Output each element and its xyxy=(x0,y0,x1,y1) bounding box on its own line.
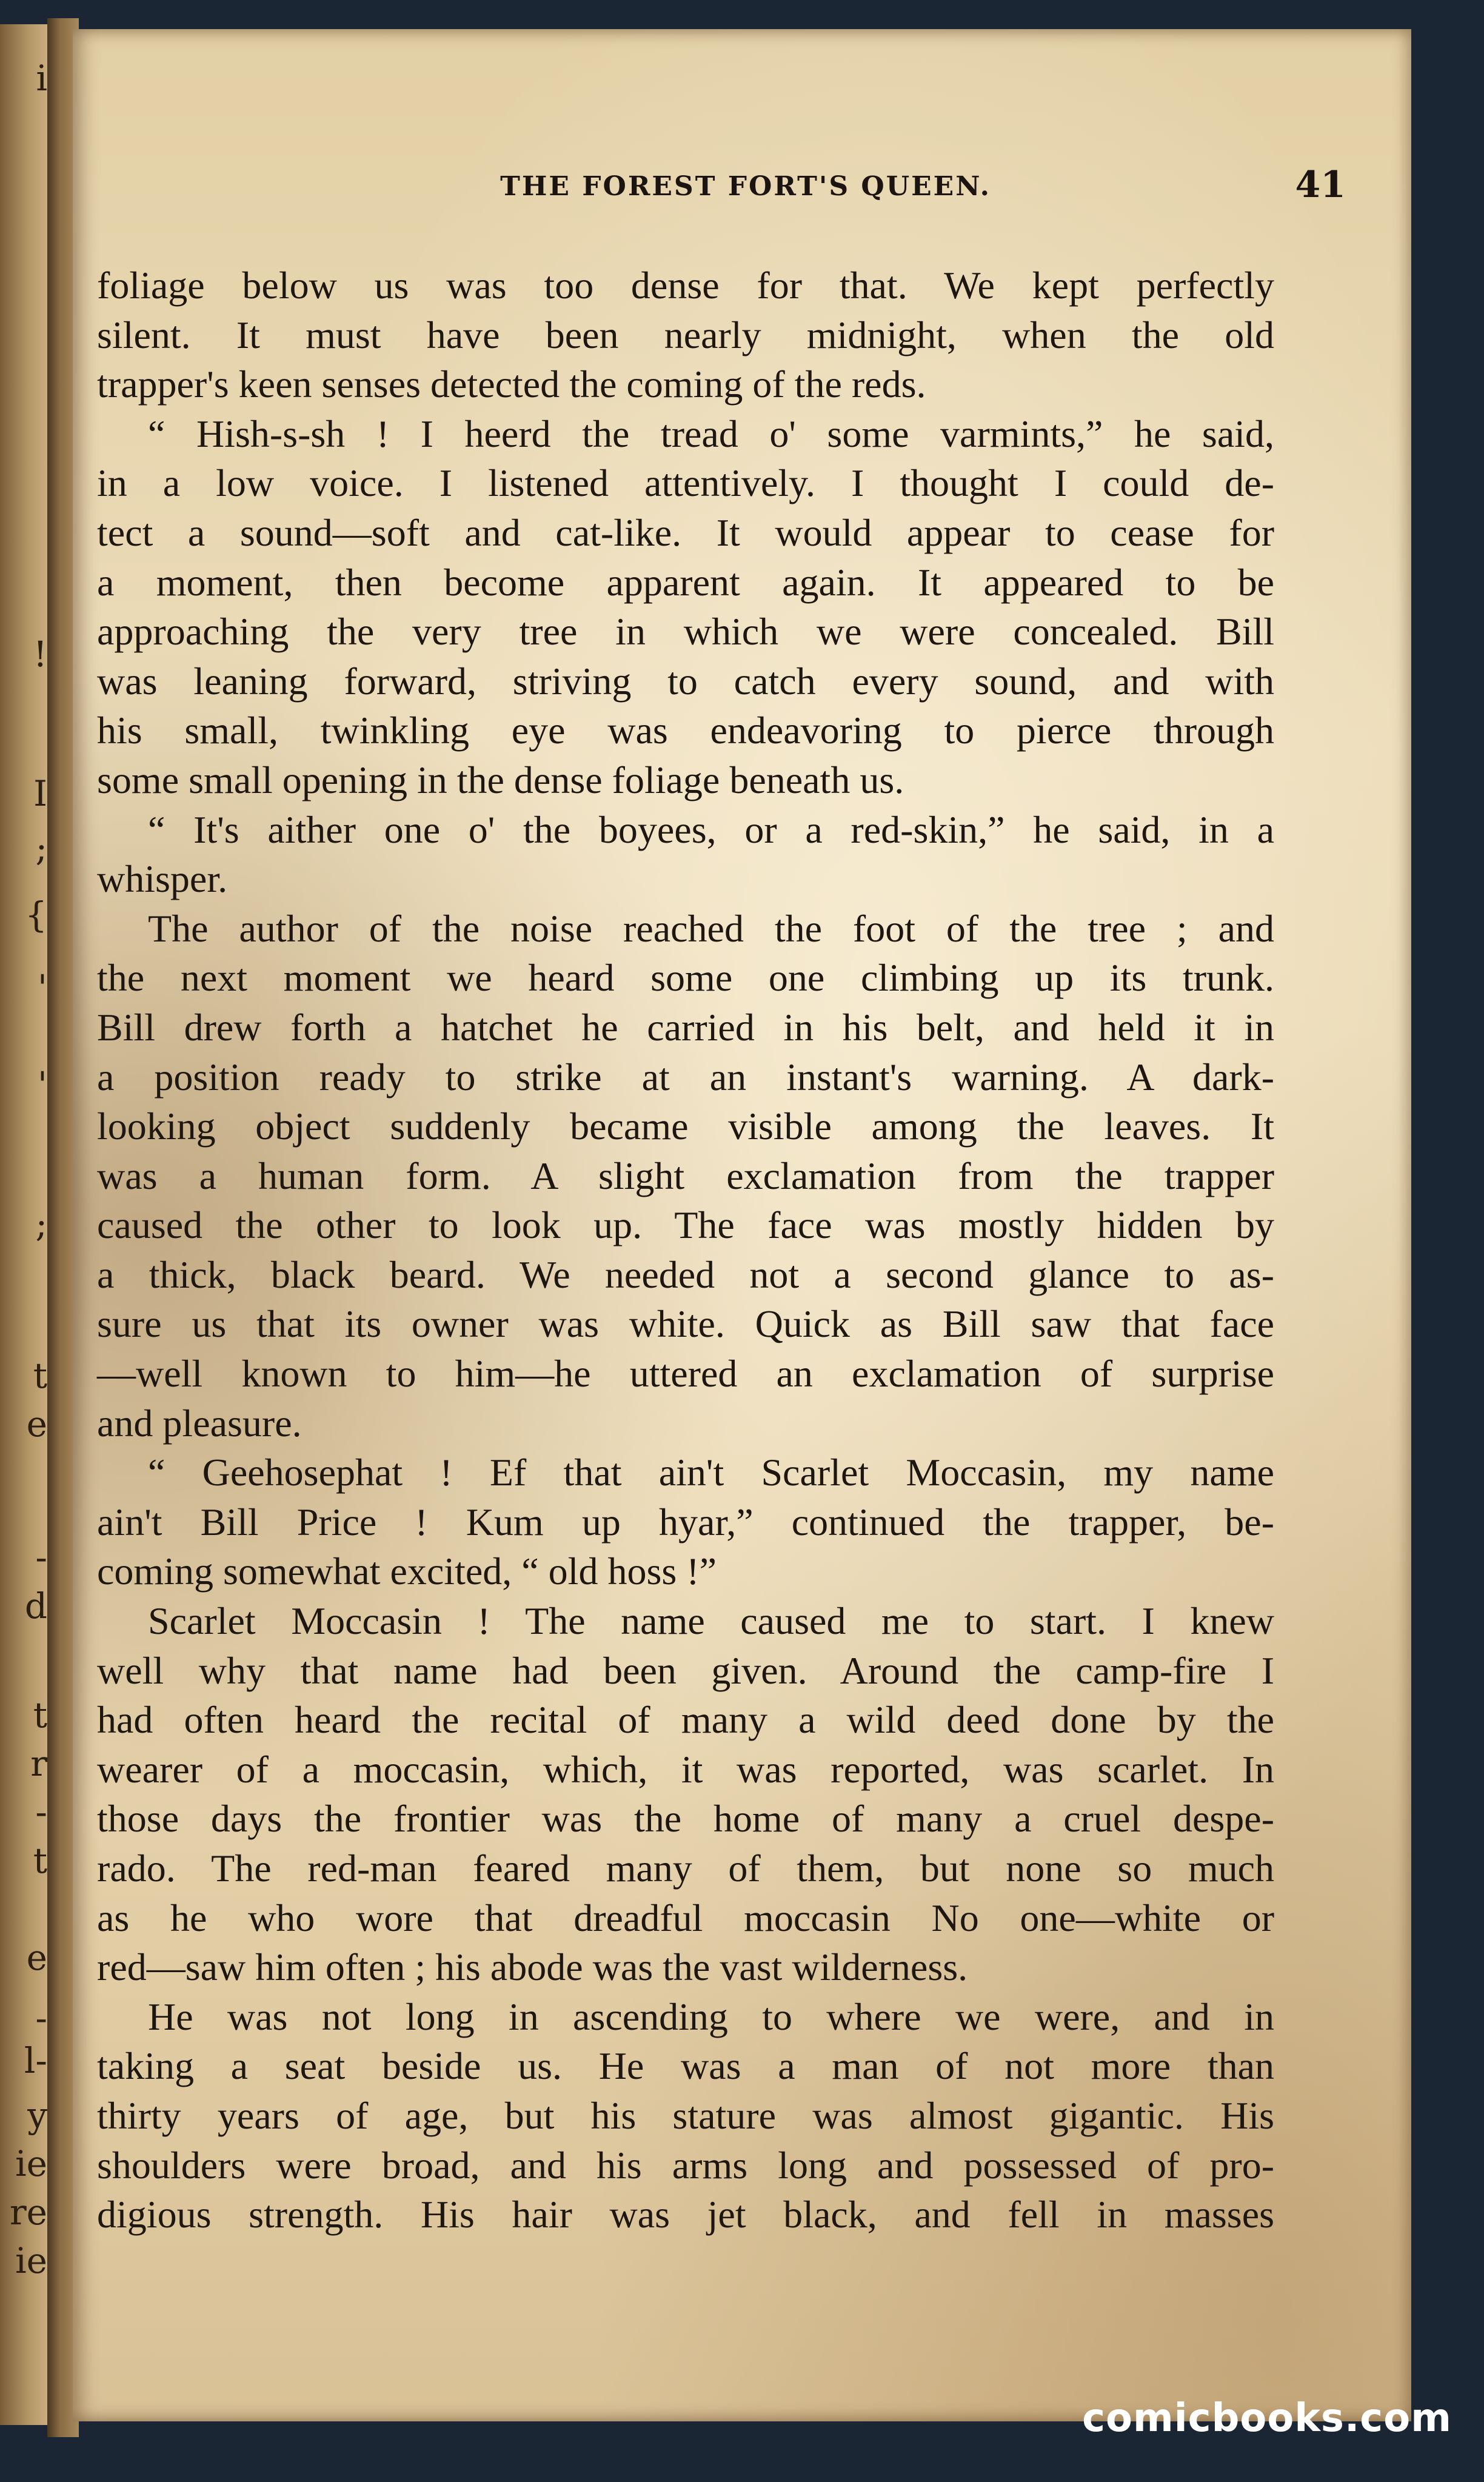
facing-page-fragment: y xyxy=(27,2095,47,2136)
text-line: foliage below us was too dense for that. We kept perfectly xyxy=(97,264,1274,307)
page-number: 41 xyxy=(1295,164,1346,206)
text-line: his small, twinkling eye was endeavoring to pierce through xyxy=(97,709,1274,752)
facing-page-fragment: ' xyxy=(38,1064,47,1105)
text-line: and pleasure. xyxy=(97,1401,302,1445)
text-line: in a low voice. I listened attentively. I thought I could de- xyxy=(97,461,1274,505)
facing-page-fragment: re xyxy=(9,2192,47,2233)
facing-page-fragment: t xyxy=(33,1355,47,1396)
text-line: a moment, then become apparent again. It appeared to be xyxy=(97,560,1274,604)
facing-page-fragment: ! xyxy=(33,634,47,675)
text-line: tect a sound—soft and cat-like. It would appear to cease for xyxy=(97,510,1274,554)
text-line: digious strength. His hair was jet black, and fell in masses xyxy=(97,2193,1274,2236)
facing-page-fragment: d xyxy=(24,1585,47,1627)
text-line: The author of the noise reached the foot of the tree ; and xyxy=(148,906,1274,950)
text-line: taking a seat beside us. He was a man of not more than xyxy=(97,2044,1274,2088)
text-line: the next moment we heard some one climbing up its trunk. xyxy=(97,956,1274,1000)
facing-page-fragment: { xyxy=(25,894,47,935)
text-line: approaching the very tree in which we were concealed. Bill xyxy=(97,610,1274,654)
facing-page-fragment: t xyxy=(33,1694,47,1736)
facing-page-fragment: ie xyxy=(15,2143,47,2184)
text-line: shoulders were broad, and his arms long and possessed of pro- xyxy=(97,2143,1274,2187)
text-line: thirty years of age, but his stature was almost gigantic. His xyxy=(97,2093,1274,2137)
facing-page-fragment: e xyxy=(26,1403,47,1445)
running-title: THE FOREST FORT'S QUEEN. xyxy=(500,171,991,202)
text-line: “ Hish-s-sh ! I heerd the tread o' some varmints,” he said, xyxy=(148,412,1274,455)
watermark-text: comicbooks.com xyxy=(1082,2396,1452,2441)
body-text xyxy=(97,261,1274,2239)
text-line: trapper's keen senses detected the coming of the reds. xyxy=(97,363,926,406)
text-line: sure us that its owner was white. Quick as Bill saw that face xyxy=(97,1302,1274,1346)
text-line: those days the frontier was the home of many a cruel despe- xyxy=(97,1797,1274,1841)
facing-page-fragment: - xyxy=(35,1998,47,2039)
text-line: caused the other to look up. The face was mostly hidden by xyxy=(97,1203,1274,1247)
text-line: “ Geehosephat ! Ef that ain't Scarlet Moccasin, my name xyxy=(148,1451,1274,1494)
facing-page-fragment: - xyxy=(35,1537,47,1578)
text-line: “ It's aither one o' the boyees, or a red-skin,” he said, in a xyxy=(148,808,1274,851)
text-line: a thick, black beard. We needed not a second glance to as- xyxy=(97,1253,1274,1296)
text-line: well why that name had been given. Around the camp-fire I xyxy=(97,1648,1274,1692)
facing-page-fragment: ie xyxy=(15,2240,47,2281)
facing-page-fragment: i xyxy=(36,58,47,99)
text-line: some small opening in the dense foliage beneath us. xyxy=(97,758,904,801)
facing-page-fragment: t xyxy=(33,1840,47,1881)
facing-page-fragment: - xyxy=(35,1791,47,1833)
text-line: had often heard the recital of many a wild deed done by the xyxy=(97,1698,1274,1742)
text-line: —well known to him—he uttered an exclamation of surprise xyxy=(97,1352,1274,1396)
text-line: whisper. xyxy=(97,857,228,901)
facing-page-fragment: e xyxy=(26,1937,47,1978)
text-line: Bill drew forth a hatchet he carried in his belt, and held it in xyxy=(97,1005,1274,1049)
text-line: looking object suddenly became visible among the leaves. It xyxy=(97,1105,1274,1148)
text-line: a position ready to strike at an instant's warning. A dark- xyxy=(97,1055,1274,1099)
text-line: coming somewhat excited, “ old hoss !” xyxy=(97,1550,717,1593)
text-line: as he who wore that dreadful moccasin No one—white or xyxy=(97,1896,1274,1939)
text-line: was a human form. A slight exclamation from the trapper xyxy=(97,1154,1274,1197)
text-line: wearer of a moccasin, which, it was reported, was scarlet. In xyxy=(97,1747,1274,1791)
text-line: Scarlet Moccasin ! The name caused me to start. I knew xyxy=(148,1599,1274,1643)
text-line: was leaning forward, striving to catch every sound, and with xyxy=(97,659,1274,703)
text-line: ain't Bill Price ! Kum up hyar,” continued the trapper, be- xyxy=(97,1500,1274,1544)
text-line: red—saw him often ; his abode was the vast wilderness. xyxy=(97,1945,968,1989)
text-line: rado. The red-man feared many of them, but none so much xyxy=(97,1847,1274,1890)
text-line: He was not long in ascending to where we were, and in xyxy=(148,1995,1274,2038)
facing-page-fragment: ; xyxy=(35,828,47,869)
facing-page-edge xyxy=(0,24,47,2425)
text-line: silent. It must have been nearly midnight, when the old xyxy=(97,313,1274,356)
facing-page-fragment: r xyxy=(30,1743,47,1784)
facing-page-fragment: l- xyxy=(24,2040,47,2081)
running-header xyxy=(73,164,1411,212)
facing-page-fragment: ; xyxy=(35,1203,47,1245)
facing-page-fragment: I xyxy=(33,773,47,814)
facing-page-fragment: ' xyxy=(38,967,47,1008)
